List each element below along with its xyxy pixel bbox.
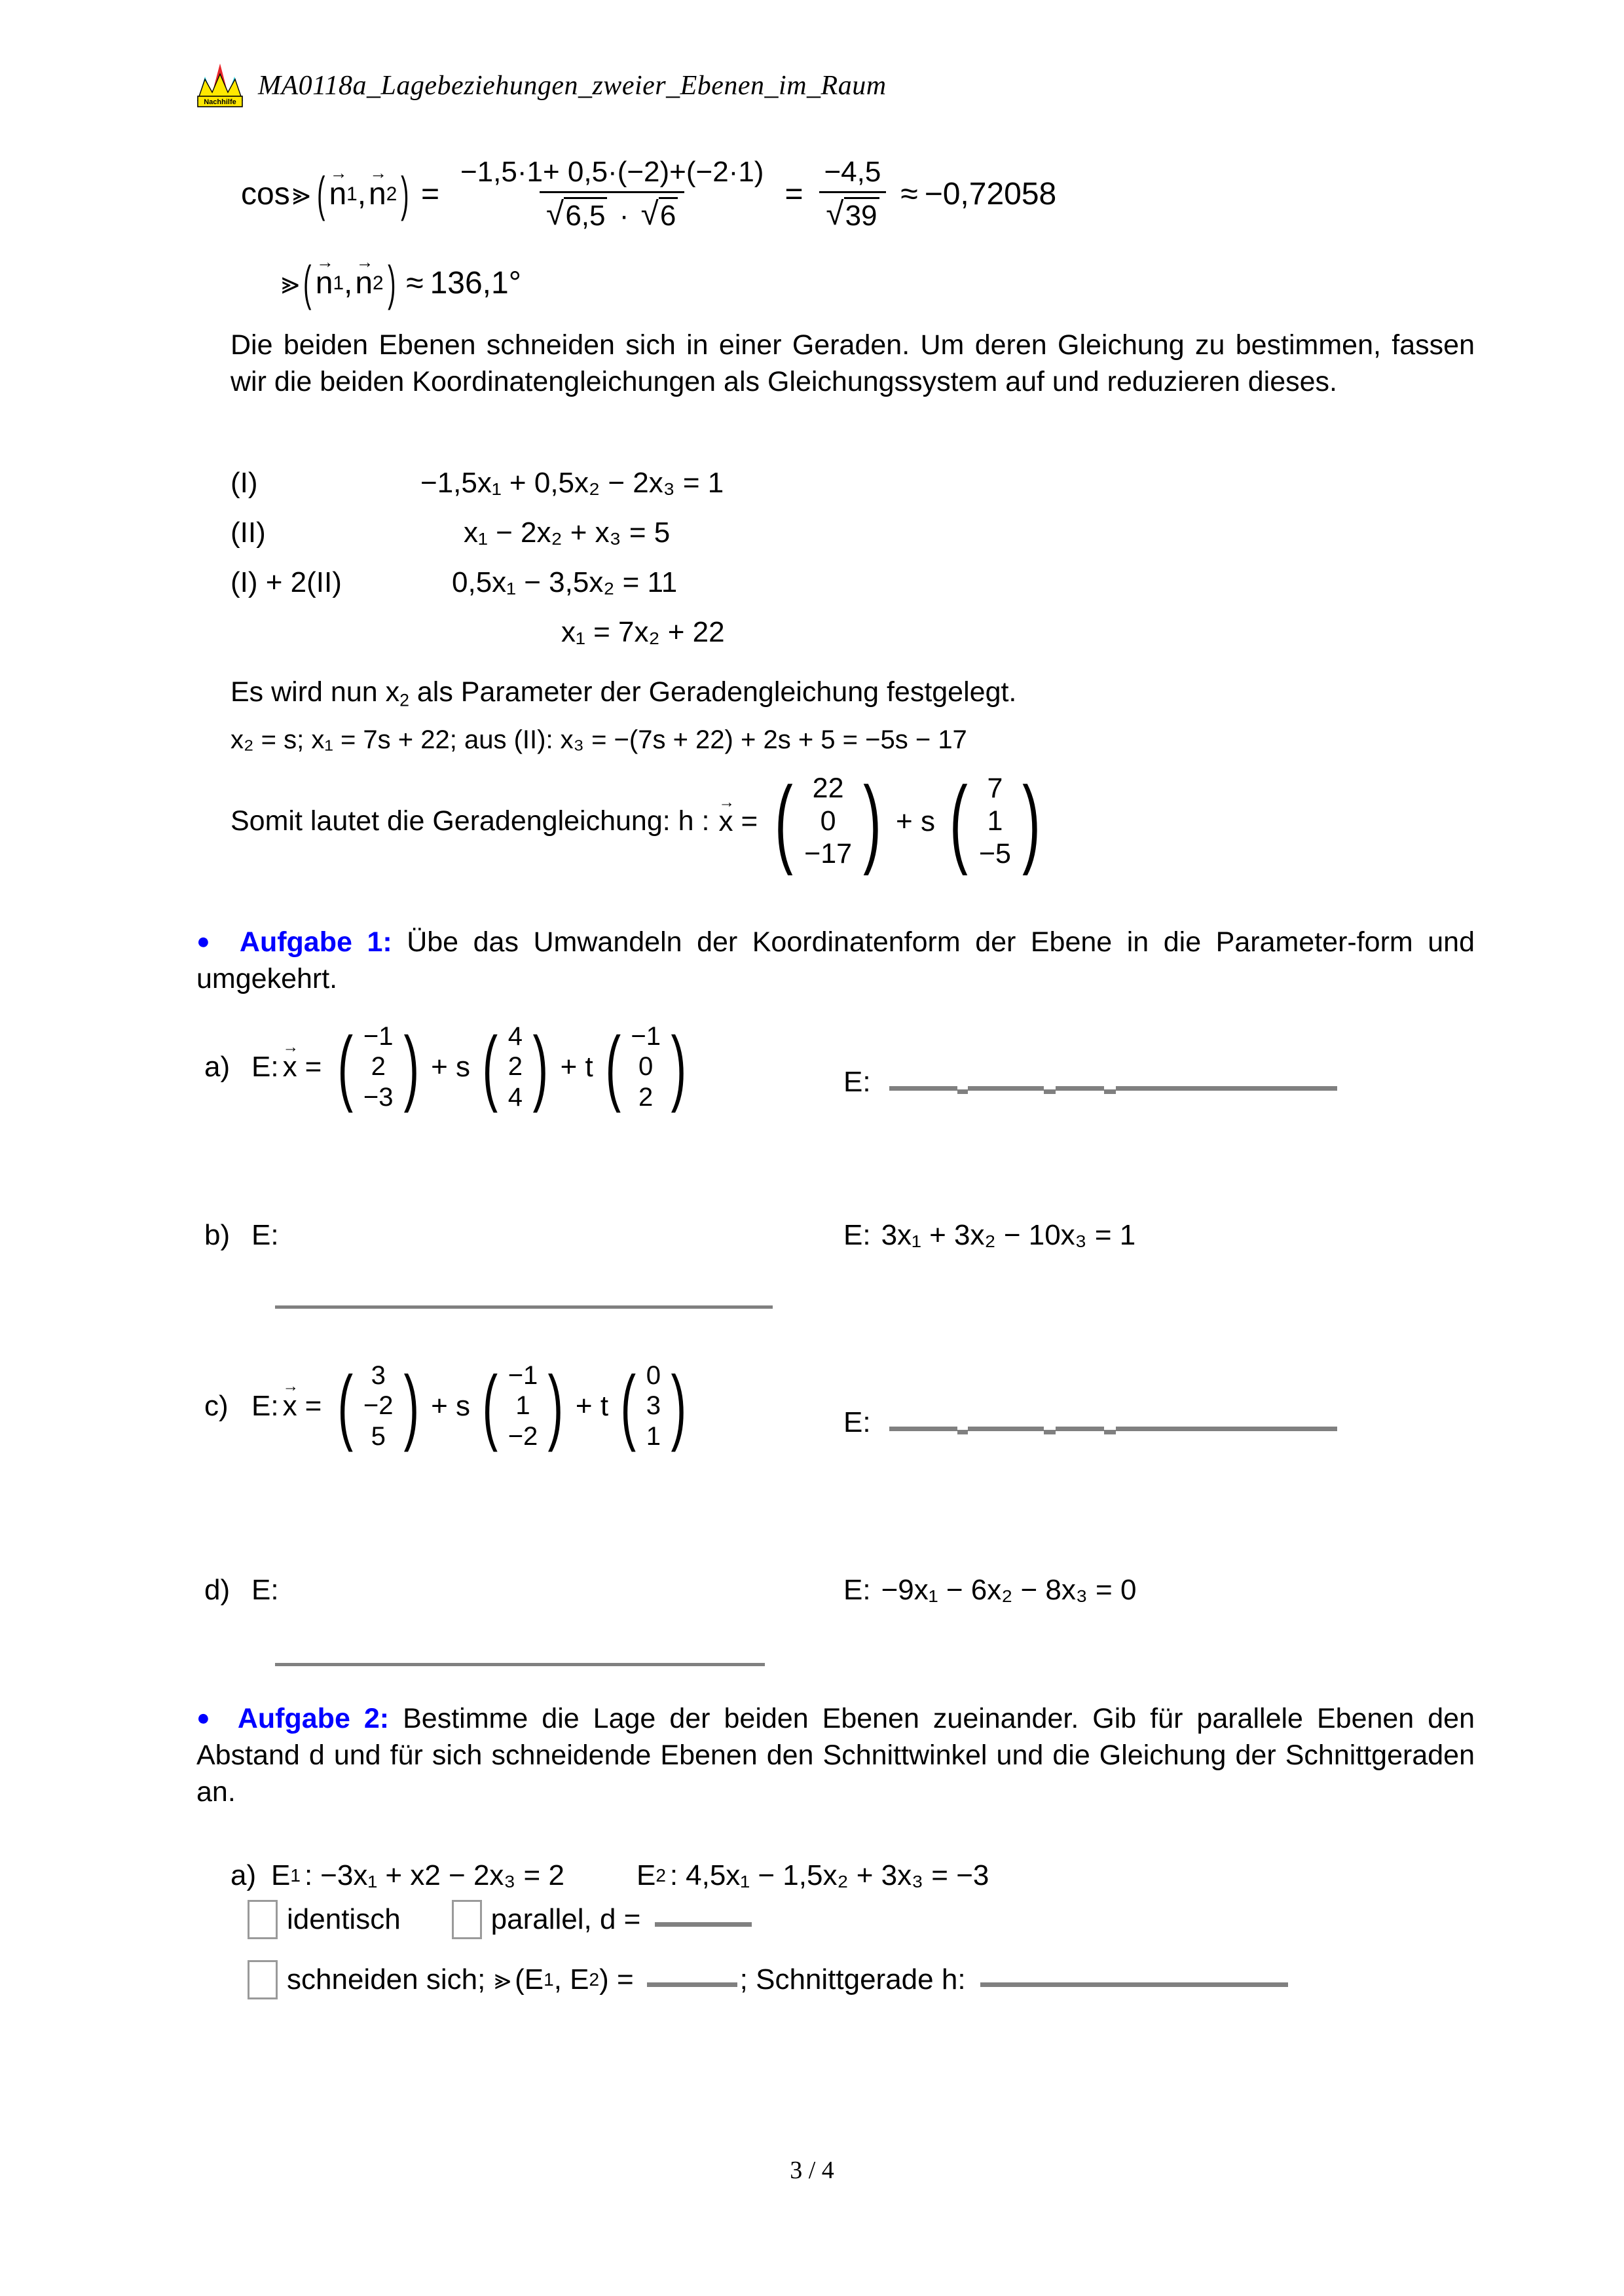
schnittgerade-answer-line[interactable] xyxy=(980,1982,1288,1987)
intersection-angle-close: ) = xyxy=(599,1963,634,1995)
aufgabe-1-bullet-icon: ● xyxy=(196,928,217,954)
item-c-dir2-x3: 1 xyxy=(646,1421,661,1451)
second-fraction-denominator xyxy=(819,191,885,232)
aufgabe-1-item-a-answer xyxy=(843,1066,1337,1099)
item-b-right-prefix: E: xyxy=(843,1219,871,1251)
checkbox-parallel[interactable] xyxy=(452,1900,482,1939)
item-a-plus-s: + s xyxy=(431,1050,471,1083)
aufgabe-1-item-b-given xyxy=(843,1219,1135,1252)
plane-e2-label: E xyxy=(636,1859,656,1891)
sqrt-6: √ 6 xyxy=(641,197,678,232)
item-d-key: d) xyxy=(204,1574,231,1606)
aufgabe-2-label: Aufgabe 2: xyxy=(237,1703,390,1734)
normal-vectors-group: ( n → 1 , n → 2 ) xyxy=(313,166,413,222)
item-c-answer-line[interactable] xyxy=(889,1427,1337,1431)
normal-vector-1-index: 1 xyxy=(346,183,358,205)
item-a-dir1-x3: 4 xyxy=(507,1082,523,1112)
checkbox-parallel-label: parallel, d = xyxy=(490,1903,641,1935)
main-fraction xyxy=(454,156,770,232)
direction-vector-x1: 7 xyxy=(987,773,1003,804)
document-title: MA0118a_Lagebeziehungen_zweier_Ebenen_im_Raum xyxy=(258,71,887,101)
item-c-support-x2: −2 xyxy=(363,1391,394,1421)
line-equation-x-symbol: x → xyxy=(718,805,733,838)
equation-row xyxy=(231,608,1082,657)
sqrt-6-5: √ 6,5 xyxy=(546,197,607,232)
normal-vector-1-result-index: 1 xyxy=(333,272,344,294)
svg-text:Nachhilfe: Nachhilfe xyxy=(204,98,236,106)
second-fraction-numerator: −4,5 xyxy=(824,156,881,188)
item-c-plus-t: + t xyxy=(575,1389,609,1422)
aufgabe-1-item-d-given xyxy=(843,1574,1136,1607)
checkbox-schneiden-label: schneiden sich; xyxy=(287,1963,486,1995)
lage-options-row-1 xyxy=(248,1900,752,1939)
item-a-x-symbol: x → xyxy=(283,1051,297,1084)
schnittgerade-label: ; Schnittgerade h: xyxy=(739,1963,966,1995)
item-c-key: c) xyxy=(204,1389,229,1422)
aufgabe-1-heading xyxy=(196,924,1475,998)
intersection-angle-symbol: ⪢ xyxy=(494,1963,511,1995)
aufgabe-1-item-a xyxy=(204,1021,695,1112)
aufgabe-1-item-d xyxy=(204,1574,279,1607)
item-b-answer-line[interactable] xyxy=(275,1305,773,1309)
intersection-angle-answer-line[interactable] xyxy=(647,1982,737,1987)
item-c-support-x3: 5 xyxy=(371,1421,386,1451)
item-a-dir2-x3: 2 xyxy=(638,1082,654,1112)
item-a-equals: = xyxy=(304,1050,322,1083)
equation-label-1: (I) xyxy=(231,467,258,499)
fraction-numerator: −1,5·1+ 0,5·(−2)+(−2·1) xyxy=(460,156,764,188)
item-b-right-value: 3x₁ + 3x₂ − 10x₃ = 1 xyxy=(881,1219,1136,1251)
intersection-angle-comma: , E xyxy=(553,1963,589,1995)
equation-expression-2: x₁ − 2x₂ + x₃ = 5 xyxy=(464,517,671,549)
plane-e2-index: 2 xyxy=(655,1865,666,1886)
aufgabe-2-heading xyxy=(196,1701,1475,1811)
aufgabe-1-item-c-answer xyxy=(843,1406,1337,1439)
parameter-substitution-line: x₂ = s; x₁ = 7s + 22; aus (II): x₃ = −(7s + 22) + 2s + 5 = −5s − 17 xyxy=(231,725,967,754)
item-a-support-x1: −1 xyxy=(363,1022,394,1051)
item-a-plus-t: + t xyxy=(560,1050,593,1083)
fraction-denominator: √ 6,5 · √ 6 xyxy=(540,191,684,232)
item-c-x-symbol: x → xyxy=(283,1390,297,1423)
equation-label-3: (I) + 2(II) xyxy=(231,566,342,598)
parallel-distance-answer-line[interactable] xyxy=(655,1922,752,1927)
equals-sign-1: = xyxy=(420,177,439,211)
line-equation-label: Somit lautet die Geradengleichung: h : xyxy=(231,805,710,837)
plane-e1-label: E xyxy=(271,1859,291,1891)
line-equation-block xyxy=(231,766,1050,877)
support-vector-x2: 0 xyxy=(820,805,836,837)
lage-options-row-2 xyxy=(248,1960,1288,1999)
intersection-angle-open: (E xyxy=(515,1963,544,1995)
item-c-right-prefix: E: xyxy=(843,1406,871,1438)
item-a-answer-line[interactable] xyxy=(889,1086,1337,1091)
item-c-dir1-x3: −2 xyxy=(507,1421,538,1451)
equation-label-2: (II) xyxy=(231,517,266,549)
normal-vector-2-result: n → xyxy=(355,265,373,301)
item-a-support-x2: 2 xyxy=(371,1052,386,1082)
sqrt-39: √ 39 xyxy=(826,197,879,232)
equation-system xyxy=(231,458,1082,657)
item-d-right-prefix: E: xyxy=(843,1574,871,1606)
normal-vector-1-result: n → xyxy=(316,265,333,301)
plane-e1-equation: −3x₁ + x2 − 2x₃ = 2 xyxy=(320,1859,564,1891)
equation-expression-4: x₁ = 7x₂ + 22 xyxy=(561,616,725,648)
item-c-support-x1: 3 xyxy=(371,1361,386,1390)
checkbox-identisch-label: identisch xyxy=(287,1903,401,1935)
item-a-dir1-x1: 4 xyxy=(507,1022,523,1051)
aufgabe-1-item-c xyxy=(204,1360,695,1451)
item-a-left-prefix: E: xyxy=(251,1050,279,1083)
equals-sign-2: = xyxy=(784,177,803,211)
approx-sign-2: ≈ xyxy=(406,266,424,301)
equation-expression-3: 0,5x₁ − 3,5x₂ = 11 xyxy=(452,566,678,598)
item-d-answer-line[interactable] xyxy=(275,1663,765,1666)
item-d-left-prefix: E: xyxy=(251,1574,279,1606)
support-vector-x3: −17 xyxy=(804,837,853,869)
item-a-direction-vector-2: ( −1 0 2 ) xyxy=(605,1019,686,1114)
equation-row xyxy=(231,458,1082,508)
plane-e1-index: 1 xyxy=(290,1865,301,1886)
item-a-dir1-x2: 2 xyxy=(507,1052,523,1082)
parameter-sentence-part2: als Parameter der Geradengleichung festgelegt. xyxy=(409,676,1017,708)
page-footer xyxy=(0,2156,1624,2185)
item-a-key: a) xyxy=(204,1050,231,1083)
cosine-result: −0,72058 xyxy=(924,177,1057,211)
intro-paragraph: Die beiden Ebenen schneiden sich in einer Geraden. Um deren Gleichung zu bestimmen, fassen wir die beiden Koordinatengleichungen als Gleichungssystem auf und reduzieren dieses. xyxy=(231,329,1475,397)
aufgabe-1-item-b xyxy=(204,1219,279,1252)
item-d-right-value: −9x₁ − 6x₂ − 8x₃ = 0 xyxy=(881,1574,1137,1606)
item-c-support-vector: ( 3 −2 5 ) xyxy=(337,1358,419,1453)
parameter-sentence-subscript: 2 xyxy=(399,690,409,710)
item-a-support-x3: −3 xyxy=(363,1082,394,1112)
equation-row xyxy=(231,558,1082,608)
line-equation-plus-s: + s xyxy=(896,805,935,837)
aufgabe-1-text: Übe das Umwandeln der Koordinatenform der Ebene in die Parameter-form und umgekehrt. xyxy=(196,926,1475,994)
nachhilfe-logo-icon xyxy=(196,62,244,109)
item-c-plus-s: + s xyxy=(431,1389,471,1422)
cosine-angle-formula xyxy=(241,156,1056,232)
normal-vector-2-index: 2 xyxy=(386,183,397,205)
item-a-right-prefix: E: xyxy=(843,1066,871,1098)
item-a-support-vector: ( −1 2 −3 ) xyxy=(337,1019,419,1114)
aufgabe-2-text: Bestimme die Lage der beiden Ebenen zueinander. Gib für parallele Ebenen den Abstand d und für sich schneidende Ebenen den Schnittwinkel und die Gleichung der Schnittgeraden an. xyxy=(196,1703,1475,1808)
approx-sign: ≈ xyxy=(900,177,918,211)
page-number: 3 / 4 xyxy=(790,2157,834,2184)
document-header xyxy=(196,62,887,109)
angle-value: 136,1° xyxy=(430,266,521,301)
item-c-dir2-x2: 3 xyxy=(646,1391,661,1421)
parameter-sentence xyxy=(231,674,1475,712)
item-a-dir2-x2: 0 xyxy=(638,1052,654,1082)
aufgabe-2-item-key: a) xyxy=(231,1859,257,1891)
equation-row xyxy=(231,508,1082,558)
support-vector: ( 22 0 −17 ) xyxy=(775,766,881,877)
parameter-sentence-part1: Es wird nun x xyxy=(231,676,400,708)
support-vector-x1: 22 xyxy=(812,773,844,804)
item-b-left-prefix: E: xyxy=(251,1219,279,1251)
angle-symbol: ⪢ xyxy=(292,176,310,211)
item-c-dir1-x1: −1 xyxy=(507,1361,538,1390)
aufgabe-1-label: Aufgabe 1: xyxy=(239,926,392,958)
angle-symbol-2: ⪢ xyxy=(282,265,300,301)
normal-vector-2-result-index: 2 xyxy=(373,272,384,294)
item-c-direction-vector-2: ( 0 3 1 ) xyxy=(620,1358,686,1453)
aufgabe-2-bullet-icon: ● xyxy=(196,1705,216,1730)
item-c-direction-vector-1: ( −1 1 −2 ) xyxy=(482,1358,564,1453)
checkbox-identisch[interactable] xyxy=(248,1900,278,1939)
normal-vector-2: n → xyxy=(369,176,386,212)
line-equation-equals: = xyxy=(741,805,758,837)
item-c-equals: = xyxy=(304,1389,322,1422)
aufgabe-2-item-a: a) E 1 : −3x₁ + x2 − 2x₃ = 2 E 2 : 4,5x₁ − 1,5x₂ + 3x₃ = −3 xyxy=(231,1859,989,1891)
direction-vector-x3: −5 xyxy=(978,837,1011,869)
plane-e2-equation: 4,5x₁ − 1,5x₂ + 3x₃ = −3 xyxy=(686,1859,989,1891)
cos-label: cos xyxy=(241,177,290,211)
item-a-dir2-x1: −1 xyxy=(631,1022,661,1051)
intersection-angle-e2-index: 2 xyxy=(589,1969,600,1990)
item-a-direction-vector-1: ( 4 2 4 ) xyxy=(482,1019,548,1114)
normal-vector-1: n → xyxy=(329,176,346,212)
direction-vector: ( 7 1 −5 ) xyxy=(950,766,1041,877)
item-c-left-prefix: E: xyxy=(251,1389,279,1422)
direction-vector-x2: 1 xyxy=(987,805,1003,837)
equation-expression-1: −1,5x₁ + 0,5x₂ − 2x₃ = 1 xyxy=(420,467,724,499)
item-c-dir2-x1: 0 xyxy=(646,1361,661,1390)
intersection-angle-e1-index: 1 xyxy=(544,1969,554,1990)
item-c-dir1-x2: 1 xyxy=(515,1391,530,1421)
item-b-key: b) xyxy=(204,1219,231,1251)
angle-result-line: ⪢ ( n → 1 , n → 2 ) ≈ 136,1° xyxy=(282,255,521,311)
checkbox-schneiden-sich[interactable] xyxy=(248,1960,278,1999)
second-fraction xyxy=(817,156,887,232)
